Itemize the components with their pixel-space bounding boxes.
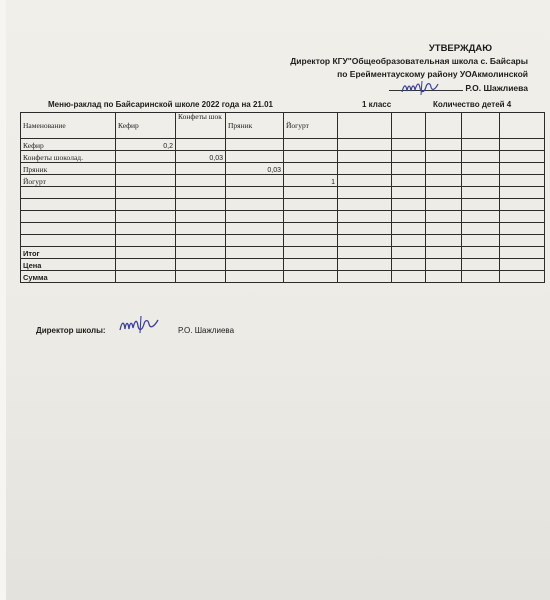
qty-cell [176, 175, 226, 187]
menu-header [6, 100, 546, 112]
qty-cell [338, 163, 392, 175]
item-name: Кефир [21, 139, 116, 151]
empty-cell [116, 223, 176, 235]
menu-table [20, 112, 545, 283]
empty-cell [226, 187, 284, 199]
empty-cell [176, 247, 226, 259]
qty-cell [392, 163, 426, 175]
qty-cell [462, 163, 500, 175]
table-header-row [21, 113, 545, 139]
empty-cell [176, 259, 226, 271]
qty-cell [226, 151, 284, 163]
empty-cell [284, 187, 338, 199]
qty-cell [176, 163, 226, 175]
qty-cell [116, 151, 176, 163]
empty-cell [176, 223, 226, 235]
empty-cell [21, 211, 116, 223]
header-cell [462, 113, 500, 139]
empty-cell [500, 199, 545, 211]
approval-signatory-name: Р.О. Шажлиева [465, 83, 528, 93]
qty-cell [426, 163, 462, 175]
handwritten-signature-top [400, 78, 442, 98]
empty-cell [226, 259, 284, 271]
empty-cell [426, 187, 462, 199]
qty-cell [392, 175, 426, 187]
qty-cell [462, 175, 500, 187]
empty-cell [426, 271, 462, 283]
empty-cell [462, 211, 500, 223]
empty-cell [462, 259, 500, 271]
qty-cell: 1 [284, 175, 338, 187]
table-row [21, 199, 545, 211]
header-cell: Йогурт [284, 113, 338, 139]
empty-cell [392, 199, 426, 211]
empty-cell [392, 271, 426, 283]
empty-cell [392, 235, 426, 247]
qty-cell: 0,2 [116, 139, 176, 151]
empty-cell [426, 211, 462, 223]
empty-cell [116, 199, 176, 211]
empty-cell [226, 199, 284, 211]
table-row [21, 163, 545, 175]
empty-cell [462, 223, 500, 235]
empty-cell [21, 235, 116, 247]
item-name: Йогурт [21, 175, 116, 187]
qty-cell: 0,03 [226, 163, 284, 175]
director-label: Директор школы: [36, 326, 106, 335]
director-name: Р.О. Шажлиева [178, 326, 235, 335]
table-row [21, 187, 545, 199]
qty-cell [500, 151, 545, 163]
empty-cell [116, 235, 176, 247]
empty-cell [426, 259, 462, 271]
qty-cell [462, 151, 500, 163]
header-cell [426, 113, 462, 139]
empty-cell [284, 223, 338, 235]
empty-cell [284, 199, 338, 211]
empty-cell [284, 259, 338, 271]
empty-cell [500, 187, 545, 199]
empty-cell [284, 235, 338, 247]
qty-cell [426, 139, 462, 151]
qty-cell [226, 175, 284, 187]
qty-cell [284, 139, 338, 151]
empty-cell [500, 247, 545, 259]
empty-cell [21, 199, 116, 211]
empty-cell [226, 247, 284, 259]
handwritten-signature-bottom [118, 314, 162, 336]
empty-cell [284, 211, 338, 223]
empty-cell [462, 235, 500, 247]
table-row [21, 175, 545, 187]
table-row [21, 151, 545, 163]
empty-cell [116, 271, 176, 283]
header-cell [392, 113, 426, 139]
table-row [21, 211, 545, 223]
header-cell: Конфеты шок [176, 113, 226, 139]
approval-line-2: по Ерейментаускому району УОАкмолинской [337, 69, 528, 79]
empty-cell [21, 187, 116, 199]
empty-cell [426, 199, 462, 211]
empty-cell [500, 235, 545, 247]
empty-cell [284, 271, 338, 283]
qty-cell [284, 163, 338, 175]
qty-cell [500, 139, 545, 151]
empty-cell [226, 271, 284, 283]
empty-cell [176, 235, 226, 247]
empty-cell [226, 223, 284, 235]
empty-cell [338, 235, 392, 247]
empty-cell [392, 247, 426, 259]
empty-cell [338, 259, 392, 271]
empty-cell [176, 187, 226, 199]
header-cell: Наменование [21, 113, 116, 139]
empty-cell [176, 271, 226, 283]
qty-cell [226, 139, 284, 151]
approval-line-1: Директор КГУ"Общеобразовательная школа с. Байсары [290, 56, 528, 66]
empty-cell [392, 211, 426, 223]
table-row [21, 223, 545, 235]
empty-cell [338, 247, 392, 259]
empty-cell [116, 259, 176, 271]
empty-cell [338, 223, 392, 235]
empty-cell [500, 259, 545, 271]
empty-cell [426, 223, 462, 235]
qty-cell [500, 175, 545, 187]
qty-cell [116, 175, 176, 187]
qty-cell [176, 139, 226, 151]
empty-cell [462, 271, 500, 283]
empty-cell [226, 211, 284, 223]
item-name: Пряник [21, 163, 116, 175]
empty-cell [500, 271, 545, 283]
empty-cell [338, 199, 392, 211]
children-count: Количество детей 4 [433, 100, 512, 109]
empty-cell [116, 247, 176, 259]
empty-cell [338, 187, 392, 199]
empty-cell [338, 271, 392, 283]
empty-cell [426, 247, 462, 259]
empty-cell [426, 235, 462, 247]
qty-cell [500, 163, 545, 175]
header-cell: Кефир [116, 113, 176, 139]
empty-cell [500, 211, 545, 223]
sum-label: Сумма [21, 271, 116, 283]
empty-cell [462, 199, 500, 211]
empty-cell [392, 259, 426, 271]
total-row [21, 247, 545, 259]
empty-cell [462, 247, 500, 259]
empty-cell [392, 223, 426, 235]
empty-cell [392, 187, 426, 199]
empty-cell [176, 211, 226, 223]
qty-cell [338, 139, 392, 151]
qty-cell [426, 151, 462, 163]
approval-title: УТВЕРЖДАЮ [428, 43, 492, 54]
table-row [21, 139, 545, 151]
empty-cell [116, 211, 176, 223]
menu-title: Меню-раклад по Байсаринской школе 2022 года на 21.01 [48, 100, 273, 109]
header-cell [500, 113, 545, 139]
empty-cell [462, 187, 500, 199]
class-label: 1 класс [362, 100, 392, 109]
qty-cell [116, 163, 176, 175]
empty-cell [116, 187, 176, 199]
empty-cell [176, 199, 226, 211]
qty-cell [426, 175, 462, 187]
qty-cell [392, 139, 426, 151]
price-row [21, 259, 545, 271]
empty-cell [338, 211, 392, 223]
empty-cell [226, 235, 284, 247]
price-label: Цена [21, 259, 116, 271]
qty-cell [338, 151, 392, 163]
approval-line-3 [228, 81, 528, 95]
header-cell: Пряник [226, 113, 284, 139]
approval-block [228, 42, 528, 95]
empty-cell [284, 247, 338, 259]
qty-cell [338, 175, 392, 187]
qty-cell [462, 139, 500, 151]
table-row [21, 235, 545, 247]
empty-cell [21, 223, 116, 235]
total-label: Итог [21, 247, 116, 259]
qty-cell [284, 151, 338, 163]
sum-row [21, 271, 545, 283]
item-name: Конфеты шоколад. [21, 151, 116, 163]
empty-cell [500, 223, 545, 235]
header-cell [338, 113, 392, 139]
qty-cell [392, 151, 426, 163]
qty-cell: 0,03 [176, 151, 226, 163]
